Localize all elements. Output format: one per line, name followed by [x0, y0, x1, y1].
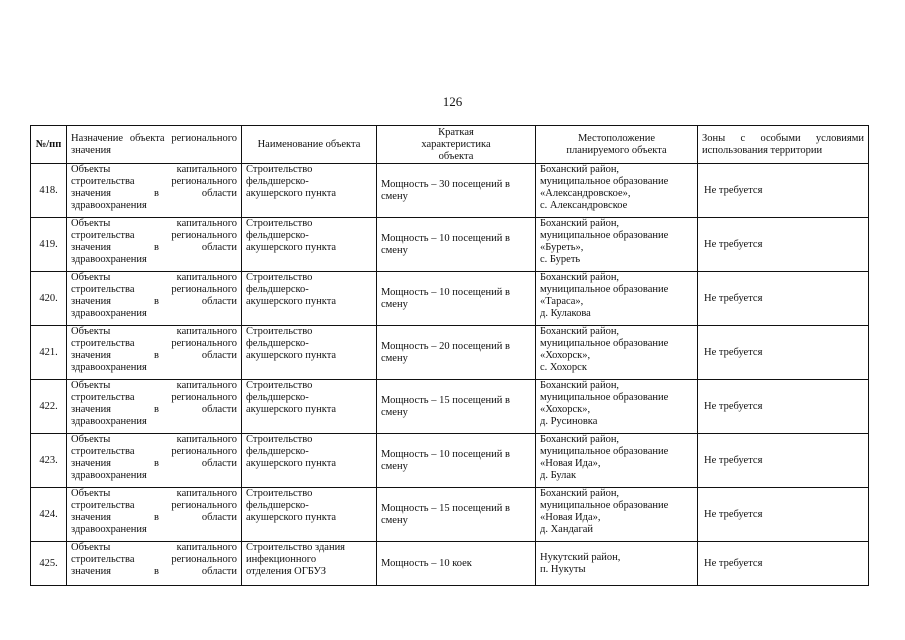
cell-location: Нукутский район, п. Нукуты	[536, 542, 698, 586]
header-num: №/пп	[31, 126, 67, 164]
cell-location: Боханский район, муниципальное образование «Буреть», с. Буреть	[536, 218, 698, 272]
table-row	[31, 272, 869, 326]
cell-object-name: Строительство фельдшерско- акушерского пункта	[242, 326, 377, 380]
cell-purpose: Объекты капитального строительства регионального значения в области здравоохранения	[67, 272, 242, 326]
table-row	[31, 326, 869, 380]
cell-purpose: Объекты капитального строительства регионального значения в области здравоохранения	[67, 434, 242, 488]
cell-location: Боханский район, муниципальное образование «Новая Ида», д. Булак	[536, 434, 698, 488]
header-name: Наименование объекта	[242, 126, 377, 164]
header-characteristics: Краткая характеристика объекта	[377, 126, 536, 164]
cell-zones: Не требуется	[698, 218, 869, 272]
row-number: 418.	[31, 164, 67, 218]
page-number: 126	[442, 94, 463, 109]
cell-location: Боханский район, муниципальное образование «Хохорск», д. Русиновка	[536, 380, 698, 434]
cell-location: Боханский район, муниципальное образование «Новая Ида», д. Хандагай	[536, 488, 698, 542]
row-number: 423.	[31, 434, 67, 488]
header-purpose: Назначение объекта регионального значения	[67, 126, 242, 164]
objects-table	[30, 125, 869, 586]
cell-characteristics: Мощность – 30 посещений в смену	[377, 164, 536, 218]
cell-zones: Не требуется	[698, 164, 869, 218]
cell-object-name: Строительство фельдшерско- акушерского пункта	[242, 272, 377, 326]
cell-object-name: Строительство фельдшерско- акушерского пункта	[242, 218, 377, 272]
cell-object-name: Строительство фельдшерско- акушерского пункта	[242, 164, 377, 218]
table-header-row	[31, 126, 869, 164]
table-row	[31, 164, 869, 218]
table-row	[31, 488, 869, 542]
cell-location: Боханский район, муниципальное образование «Александровское», с. Александровское	[536, 164, 698, 218]
cell-characteristics: Мощность – 10 коек	[377, 542, 536, 586]
table-row	[31, 380, 869, 434]
row-number: 424.	[31, 488, 67, 542]
cell-object-name: Строительство здания инфекционного отделения ОГБУЗ	[242, 542, 377, 586]
cell-location: Боханский район, муниципальное образование «Тараса», д. Кулакова	[536, 272, 698, 326]
row-number: 420.	[31, 272, 67, 326]
table-row	[31, 542, 869, 586]
cell-location: Боханский район, муниципальное образование «Хохорск», с. Хохорск	[536, 326, 698, 380]
cell-object-name: Строительство фельдшерско- акушерского пункта	[242, 380, 377, 434]
row-number: 419.	[31, 218, 67, 272]
cell-characteristics: Мощность – 10 посещений в смену	[377, 272, 536, 326]
row-number: 421.	[31, 326, 67, 380]
cell-zones: Не требуется	[698, 380, 869, 434]
cell-object-name: Строительство фельдшерско- акушерского пункта	[242, 434, 377, 488]
cell-characteristics: Мощность – 20 посещений в смену	[377, 326, 536, 380]
cell-purpose: Объекты капитального строительства регионального значения в области здравоохранения	[67, 218, 242, 272]
row-number: 425.	[31, 542, 67, 586]
cell-zones: Не требуется	[698, 488, 869, 542]
header-location: Местоположение планируемого объекта	[536, 126, 698, 164]
cell-zones: Не требуется	[698, 326, 869, 380]
cell-purpose: Объекты капитального строительства регионального значения в области здравоохранения	[67, 488, 242, 542]
table-row	[31, 218, 869, 272]
cell-purpose: Объекты капитального строительства регионального значения в области здравоохранения	[67, 380, 242, 434]
cell-characteristics: Мощность – 15 посещений в смену	[377, 380, 536, 434]
cell-zones: Не требуется	[698, 434, 869, 488]
cell-zones: Не требуется	[698, 272, 869, 326]
cell-object-name: Строительство фельдшерско- акушерского пункта	[242, 488, 377, 542]
cell-characteristics: Мощность – 10 посещений в смену	[377, 218, 536, 272]
cell-purpose: Объекты капитального строительства регионального значения в области	[67, 542, 242, 586]
row-number: 422.	[31, 380, 67, 434]
header-zones: Зоны с особыми условиями использования территории	[698, 126, 869, 164]
cell-zones: Не требуется	[698, 542, 869, 586]
cell-characteristics: Мощность – 10 посещений в смену	[377, 434, 536, 488]
cell-purpose: Объекты капитального строительства регионального значения в области здравоохранения	[67, 326, 242, 380]
table-row	[31, 434, 869, 488]
cell-purpose: Объекты капитального строительства регионального значения в области здравоохранения	[67, 164, 242, 218]
cell-characteristics: Мощность – 15 посещений в смену	[377, 488, 536, 542]
